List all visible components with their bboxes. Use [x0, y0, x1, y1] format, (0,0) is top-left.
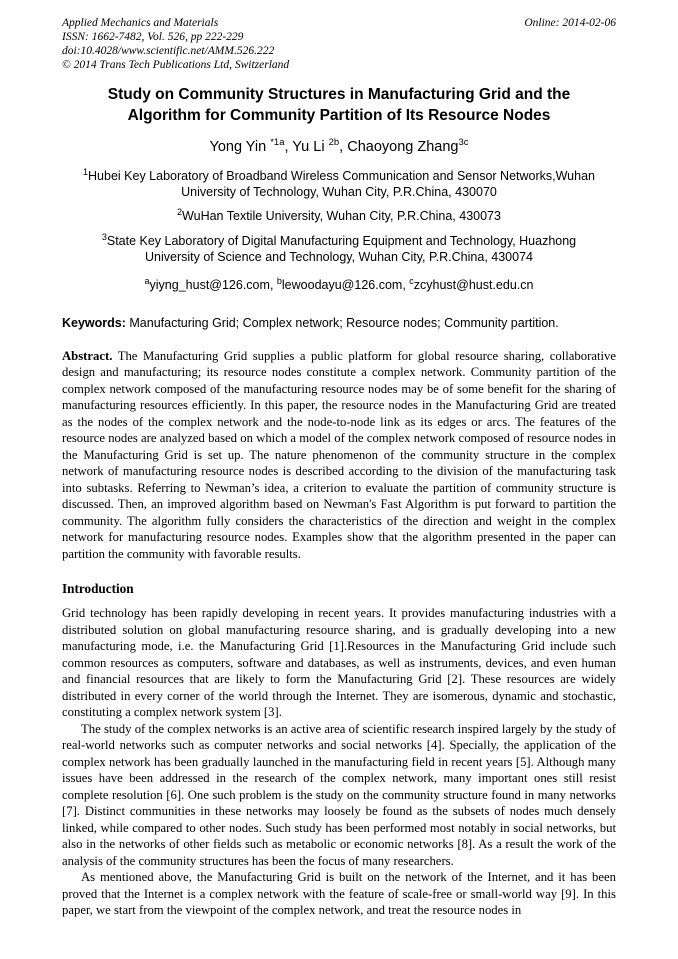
email-address: yiyng_hust@126.com	[149, 277, 270, 292]
email-separator: ,	[402, 277, 410, 292]
affiliation	[62, 207, 616, 224]
email-separator: ,	[269, 277, 277, 292]
introduction-paragraph: As mentioned above, the Manufacturing Grid is built on the network of the Internet, and it has been proved that the Internet is a complex network with the feature of scale-free or small-world way [9]. In this paper, we start from the viewpoint of the complex network, and treat the resource nodes in	[62, 870, 616, 918]
keywords-label: Keywords:	[62, 315, 126, 330]
affiliation	[62, 232, 616, 266]
email	[409, 275, 534, 292]
affiliation-text: Hubei Key Laboratory of Broadband Wireless Communication and Sensor Networks,Wuhan University of Technology, Wuhan City, P.R.China, 430070	[88, 168, 595, 200]
affiliation-superscript: 1	[83, 166, 89, 177]
author-name: Chaoyong Zhang	[347, 138, 459, 155]
keywords-line	[62, 315, 616, 331]
journal-name: Applied Mechanics and Materials	[62, 17, 219, 29]
author-superscript: 3c	[458, 136, 469, 148]
issn-volume-line: ISSN: 1662-7482, Vol. 526, pp 222-229	[62, 31, 244, 44]
journal-info-block	[62, 16, 289, 72]
emails-line	[62, 276, 616, 292]
introduction-paragraph: The study of the complex networks is an active area of scientific research inspired largely by the study of real-world networks such as computer networks and social networks [4]. Specially, the application of the complex network has been gradually launched in the manufacturing field in recent years [5]. Although many issues have been addressed in the research of the complex network, many important ones still resist complete resolution [6]. One such problem is the study on the community structure found in many networks [7]. Distinct communities in these networks may loosely be found as the subsets of nodes much densely linked, while compared to other nodes. Such study has been performed most notably in social networks, but also in the networks of other fields such as metabolic or economic networks [8]. As a result the work of the analysis of the community structures has been the focus of many researchers.	[62, 721, 616, 868]
author-superscript: *1a	[270, 136, 285, 148]
author-separator: ,	[339, 138, 348, 155]
author	[347, 136, 469, 155]
affiliation-superscript: 3	[101, 231, 107, 242]
author-separator: ,	[284, 138, 293, 155]
author-name: Yu Li	[292, 138, 329, 155]
doi-line: doi:10.4028/www.scientific.net/AMM.526.222	[62, 45, 275, 58]
abstract-paragraph	[62, 348, 616, 563]
email-address: zcyhust@hust.edu.cn	[413, 277, 534, 292]
paper-title: Study on Community Structures in Manufacturing Grid and the Algorithm for Community Partition of Its Resource Nodes	[107, 86, 571, 124]
copyright-line: © 2014 Trans Tech Publications Ltd, Switzerland	[62, 59, 290, 72]
affiliation-superscript: 2	[177, 207, 183, 218]
affiliation-text: WuHan Textile University, Wuhan City, P.R.China, 430073	[182, 209, 501, 224]
abstract-text: The Manufacturing Grid supplies a public platform for global resource sharing, collaborative design and manufacturing; its resource nodes constitute a complex network. Community partition of the complex network composed of the manufacturing resource nodes may be of some benefit for the sharing of manufacturing resources efficiently. In this paper, the resource nodes in the Manufacturing Grid are treated as the nodes of the complex network and the node-to-node link as its edges or arcs. The features of the resource nodes are analyzed based on which a model of the complex network composed of resource nodes in the Manufacturing Grid is set up. The nature phenomenon of the community structure in the complex network of manufacturing resource nodes is described according to the division of the manufacturing task into subtasks. Referring to Newman’s idea, a criterion to evaluate the partition of community structure is discussed. Then, an improved algorithm based on Newman's Fast Algorithm is put forward to partition the community. The algorithm fully considers the characteristics of the direction and weight in the complex network for manufacturing resource nodes. Examples show that the algorithm presented in the paper can partition the community with favorable results.	[62, 348, 616, 561]
email	[144, 275, 277, 292]
author-name: Yong Yin	[209, 138, 271, 155]
journal-header	[62, 16, 616, 72]
email-address: lewoodayu@126.com	[281, 277, 403, 292]
introduction-paragraph: Grid technology has been rapidly developing in recent years. It provides manufacturing industries with a distributed solution on global manufacturing resource sharing, and is gradually developing into a new manufacturing mode, i.e. the Manufacturing Grid [1].Resources in the Manufacturing Grid include such common resources as computers, software and databases, as well as instruments, devices, and even human and financial resources that are likely to form the Manufacturing Grid [2]. These resources are widely distributed in every corner of the world through the Internet. They are isomerous, dynamic and stochastic, constituting a complex network system [3].	[62, 606, 616, 720]
email	[276, 275, 410, 292]
authors-line	[62, 137, 616, 155]
email-superscript: c	[409, 275, 414, 286]
author	[292, 136, 348, 155]
affiliation	[62, 167, 616, 201]
keywords-text: Manufacturing Grid; Complex network; Resource nodes; Community partition.	[125, 315, 559, 330]
affiliation-text: State Key Laboratory of Digital Manufacturing Equipment and Technology, Huazhong University of Science and Technology, Wuhan City, P.R.China, 430074	[106, 234, 577, 265]
abstract-label: Abstract.	[62, 348, 113, 363]
online-date: Online: 2014-02-06	[524, 17, 616, 29]
email-superscript: b	[276, 275, 282, 286]
email-superscript: a	[144, 275, 150, 286]
author	[209, 136, 293, 155]
introduction-heading: Introduction	[62, 581, 134, 597]
author-superscript: 2b	[328, 136, 340, 148]
